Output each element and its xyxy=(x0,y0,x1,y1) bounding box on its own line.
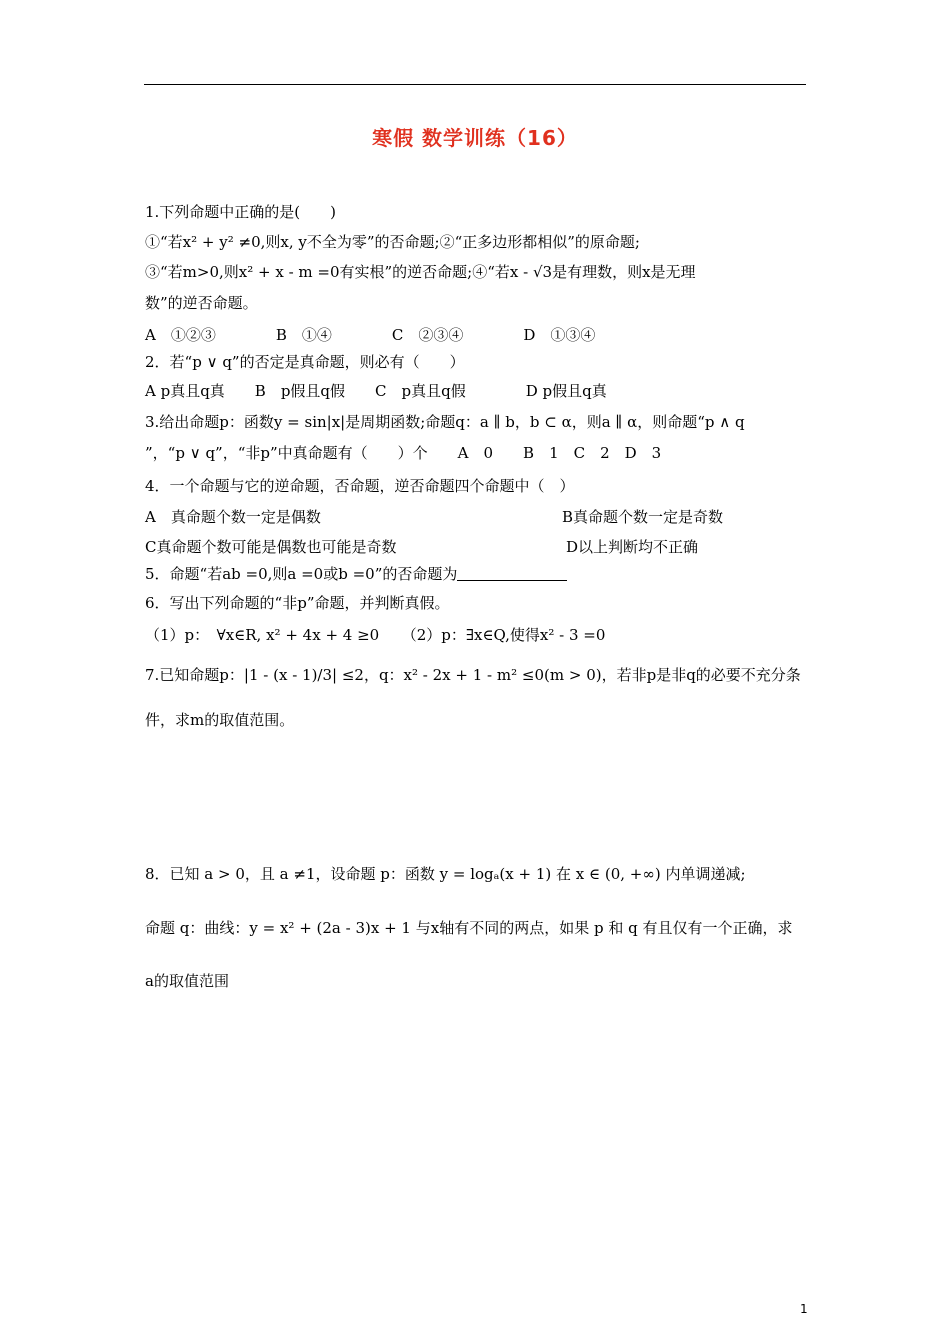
q1-line-a: ①“若x² + y² ≠0,则x, y不全为零”的否命题;②“正多边形都相似”的原命题; xyxy=(145,233,640,251)
q1-stem: 1.下列命题中正确的是( ) xyxy=(145,203,337,221)
q6-parts: （1）p： ∀x∈R, x² + 4x + 4 ≥0 （2）p：∃x∈Q,使得x² - 3 =0 xyxy=(145,626,606,644)
q5-text: 5．命题“若ab =0,则a =0或b =0”的否命题为 xyxy=(145,565,458,583)
q4-stem: 4．一个命题与它的逆命题，否命题，逆否命题四个命题中（ ） xyxy=(145,477,575,495)
q3-line-a: 3.给出命题p：函数y = sin|x|是周期函数;命题q：a ∥ b，b ⊂ α，则a ∥ α，则命题“p ∧ q xyxy=(145,413,745,431)
header-rule xyxy=(144,84,806,85)
q8-line-c: a的取值范围 xyxy=(145,972,229,990)
q1-options: A ①②③ B ①④ C ②③④ D ①③④ xyxy=(145,326,596,344)
page-number: 1 xyxy=(800,1302,808,1316)
q4-option-b: B真命题个数一定是奇数 xyxy=(562,508,724,526)
q8-line-a: 8．已知 a > 0，且 a ≠1，设命题 p：函数 y = logₐ(x + 1) 在 x ∈ (0, +∞) 内单调递减; xyxy=(145,865,746,883)
q8-line-b: 命题 q：曲线：y = x² + (2a - 3)x + 1 与x轴有不同的两点，如果 p 和 q 有且仅有一个正确，求 xyxy=(145,919,793,937)
q4-option-d: D以上判断均不正确 xyxy=(566,538,699,556)
q6-stem: 6．写出下列命题的“非p”命题，并判断真假。 xyxy=(145,594,450,612)
q4-option-a: A 真命题个数一定是偶数 xyxy=(145,508,321,526)
q1-line-b: ③“若m>0,则x² + x - m =0有实根”的逆否命题;④“若x - √3是有理数，则x是无理 xyxy=(145,263,696,281)
q7-line-b: 件，求m的取值范围。 xyxy=(145,711,295,729)
q4-option-c: C真命题个数可能是偶数也可能是奇数 xyxy=(145,538,397,556)
q7-line-a: 7.已知命题p：|1 - (x - 1)/3| ≤2，q：x² - 2x + 1 - m² ≤0(m > 0)，若非p是非q的必要不充分条 xyxy=(145,666,801,684)
q2-stem: 2．若“p ∨ q”的否定是真命题，则必有（ ） xyxy=(145,353,465,371)
q3-line-b: ”，“p ∨ q”，“非p”中真命题有（ ）个 A 0 B 1 C 2 D 3 xyxy=(145,444,662,462)
q1-line-c: 数”的逆否命题。 xyxy=(145,294,258,312)
q5-line xyxy=(145,564,567,584)
q5-answer-blank xyxy=(457,564,567,581)
page-title: 寒假 数学训练（16） xyxy=(372,126,578,150)
q2-options: A p真且q真 B p假且q假 C p真且q假 D p假且q真 xyxy=(145,382,607,400)
